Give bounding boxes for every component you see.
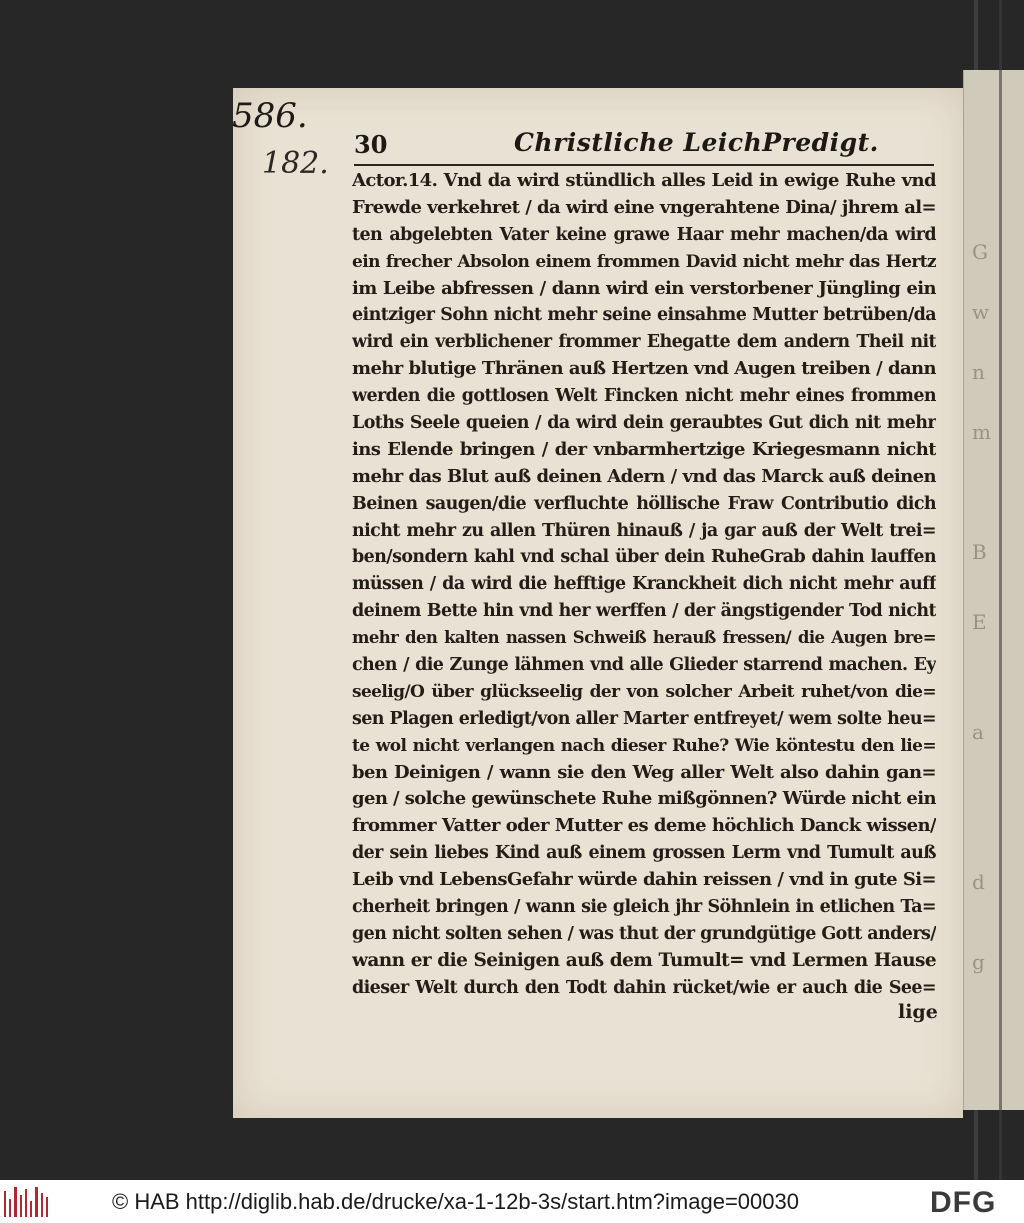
text-line: sen Plagen erledigt/von aller Marter entfreyet/ wem solte heu= [352,708,936,729]
text-line: ein frecher Absolon einem frommen David nicht mehr das Hertz [352,251,936,272]
text-line: ins Elende bringen / der vnbarmhertzige Kriegesmann nicht [352,438,936,460]
page-header [354,128,934,166]
barcode-logo-icon [4,1187,48,1217]
running-head: Christliche LeichPredigt. [514,128,879,157]
text-line: chen / die Zunge lähmen vnd alle Glieder starrend machen. Ey [352,655,936,676]
text-line: der sein liebes Kind auß einem grossen Lerm vnd Tumult auß [352,843,936,864]
text-line: Actor.14. Vnd da wird stündlich alles Leid in ewige Ruhe vnd [352,170,936,191]
text-line: werden die gottlosen Welt Fincken nicht mehr eines frommen [352,386,936,407]
viewer-footer [0,1180,1024,1223]
text-line: Frewde verkehret / da wird eine vngerahtene Dina/ jhrem al= [352,196,936,218]
handwritten-folio-number: 182. [262,146,329,181]
catchword: lige [898,1001,938,1023]
handwritten-shelf-mark: 586. [232,96,308,136]
text-line: Loths Seele queien / da wird dein geraubtes Gut dich nit mehr [352,413,936,434]
text-line: müssen / da wird die hefftige Kranckheit dich nicht mehr auff [352,574,936,595]
text-line: Beinen saugen/die verfluchte höllische Fraw Contributio dich [352,493,936,514]
text-line: nicht mehr zu allen Thüren hinauß / ja gar auß der Welt trei= [352,520,936,541]
text-line: mehr blutige Thränen auß Hertzen vnd Augen treiben / dann [352,358,936,380]
copyright-link[interactable]: © HAB http://diglib.hab.de/drucke/xa-1-12b-3s/start.htm?image=00030 [112,1189,799,1214]
text-line: ten abgelebten Vater keine grawe Haar mehr machen/da wird [352,224,936,245]
book-spine-edge-2 [999,0,1002,1180]
text-line: gen nicht solten sehen / was thut der grundgütige Gott anders/ [352,923,936,944]
text-line: seelig/O über glückseelig der von solcher Arbeit ruhet/von die= [352,681,936,702]
text-line: ben/sondern kahl vnd schal über dein RuheGrab dahin lauffen [352,547,936,568]
text-line: frommer Vatter oder Mutter es deme höchlich Danck wissen/ [352,815,936,837]
text-line: te wol nicht verlangen nach dieser Ruhe? Wie köntestu den lie= [352,735,936,756]
text-line: wird ein verblichener frommer Ehegatte dem andern Theil nit [352,332,936,353]
text-line: im Leibe abfressen / dann wird ein verstorbener Jüngling ein [352,277,936,299]
text-line: wann er die Seinigen auß dem Tumult= vnd Lermen Hause [352,949,936,971]
text-line: cherheit bringen / wann sie gleich jhr Söhnlein in etlichen Ta= [352,897,936,918]
dfg-logo: DFG [930,1186,997,1219]
adjacent-page-strip: G w n m B E a d g [963,70,1024,1110]
sermon-text [352,168,936,1002]
page-number: 30 [354,130,388,159]
text-line: dieser Welt durch den Todt dahin rücket/wie er auch die See= [352,977,936,998]
text-line: ben Deinigen / wann sie den Weg aller Welt also dahin gan= [352,761,936,783]
text-line: mehr das Blut auß deinen Adern / vnd das Marck auß deinen [352,465,936,487]
text-line: mehr den kalten nassen Schweiß herauß fressen/ die Augen bre= [352,628,936,648]
text-line: eintziger Sohn nicht mehr seine einsahme Mutter betrüben/da [352,305,936,326]
text-line: Leib vnd LebensGefahr würde dahin reissen / vnd in gute Si= [352,869,936,891]
text-line: deinem Bette hin vnd her werffen / der ängstigender Tod nicht [352,601,936,622]
text-line: gen / solche gewünschete Ruhe mißgönnen? Würde nicht ein [352,788,936,810]
